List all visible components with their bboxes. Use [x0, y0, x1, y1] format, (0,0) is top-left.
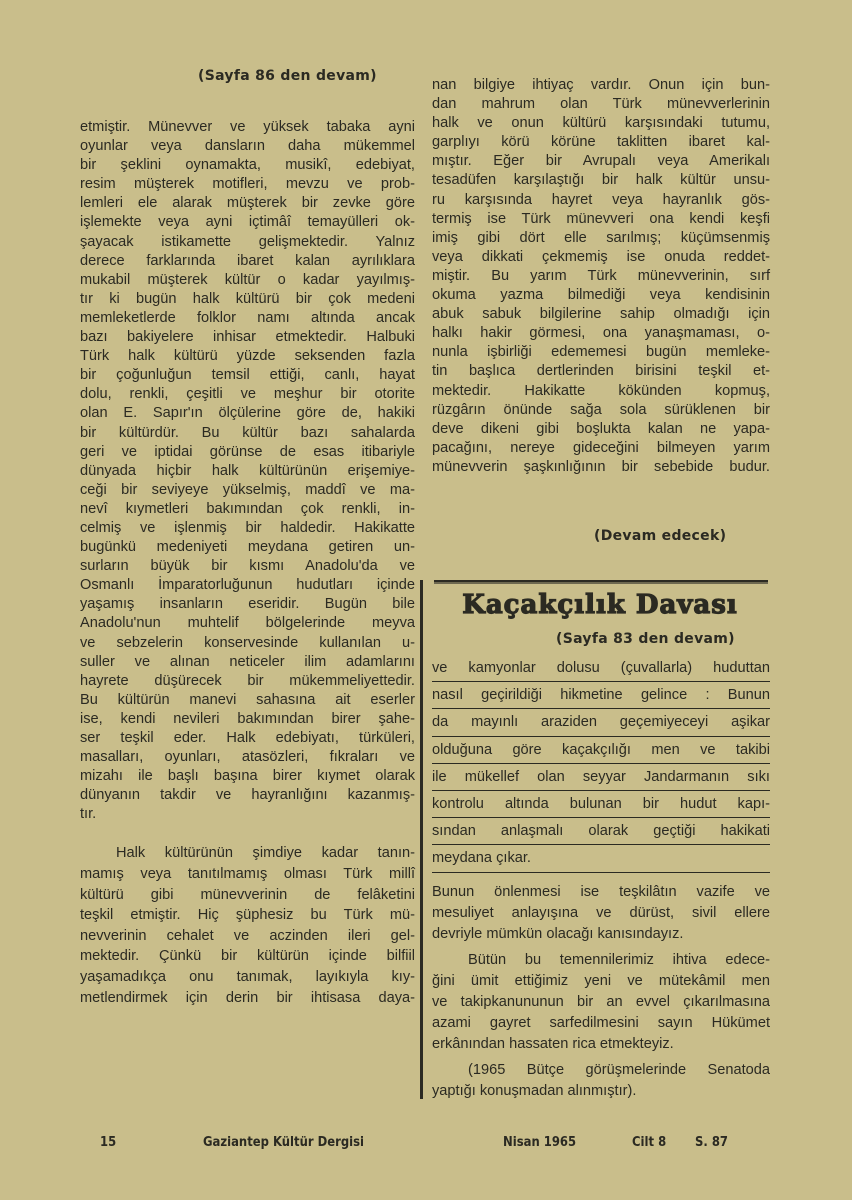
box-body-text — [432, 882, 770, 1102]
text-line: dünyada hiçbir halk kültürünün erişemiye- — [80, 462, 415, 479]
text-line: ve sebzelerin konservesinde kullanılan u- — [80, 634, 415, 651]
text-line: mukabil müşterek kültür o kadar yayılmış- — [80, 271, 415, 288]
text-line: ser teşkil eder. Halk edebiyatı, türküleri, — [80, 730, 415, 746]
text-line: dünyanın takdir ve hayranlığını kazanmış- — [80, 787, 415, 804]
text-line: etmiştir. Münevver ve yüksek tabaka ayni — [80, 119, 415, 135]
ruled-line: meydana çıkar. — [432, 845, 770, 872]
text-line: deve dikeni gibi boşlukta kalan ne yapa- — [432, 420, 770, 437]
text-line: erkânından hassaten rica etmekteyiz. — [432, 1036, 674, 1053]
text-line: bir çoğunluğun temsil ettiği, canlı, hayat — [80, 367, 415, 384]
text-line: imiş gibi dört elle sarılmış; küçümsenmiş — [432, 229, 770, 246]
text-line: ru karşısında hayret veya hayranlık gös- — [432, 191, 770, 208]
text-line: mesuliyet anlayışına ve dürüst, sivil ellere — [432, 905, 770, 922]
text-line: Bunun önlenmesi ise teşkilâtın vazife ve — [432, 884, 770, 900]
text-line: olan E. Sapır'ın ölçülerine göre de, hakiki — [80, 405, 415, 422]
text-line: hayrete düşürecek bir mükemmeliyettedir. — [80, 672, 415, 689]
text-line: bazı bakiyelere inhisar etmektedir. Halbuki — [80, 329, 415, 346]
text-line: Bu kültürün manevi sahasına ait eserler — [80, 691, 415, 708]
text-line: şayacak istikamette gelişmektedir. Yalnız — [80, 233, 415, 250]
footer-magazine-name: Gaziantep Kültür Dergisi — [203, 1134, 365, 1150]
ruled-text-block — [432, 655, 770, 873]
text-line: halk ve onun kültürü karşısındaki tutumu, — [432, 115, 770, 132]
text-line: mıştır. Eğer bir Avrupalı veya Amerikalı — [432, 153, 770, 170]
text-line: Halk kültürünün şimdiye kadar tanın- — [116, 845, 415, 862]
ruled-line: da mayınlı araziden geçemiyeceyi aşikar — [432, 709, 770, 736]
text-line: nevverinin cehalet ve aczinden ileri gel- — [80, 927, 415, 944]
text-line: garplıyı körü körüne taklitten ibaret kal- — [432, 134, 770, 151]
text-line: azami gayret sarfedilmesini sayın Hükümet — [432, 1015, 770, 1032]
text-line: bir şeklini oynamakta, musikî, edebiyat, — [80, 157, 415, 174]
text-line: termiş ise Türk münevveri ona kendi keşfi — [432, 210, 770, 227]
text-line: mektedir. Çünkü bir kültürün içinde bilfiil — [80, 948, 415, 965]
text-line: memleketlerde folklor namı altında ancak — [80, 309, 415, 326]
text-line: nevî kıymetleri bakımından çok renkli, in- — [80, 500, 415, 517]
text-line: oyunlar veya dansların daha mükemmel — [80, 138, 415, 155]
text-line: yaşamış insanların eseridir. Bugün bile — [80, 596, 415, 613]
text-line: mizahı ile başlı başına birer kıymet olarak — [80, 768, 415, 785]
ruled-line: sından anlaşmalı olarak geçtiği hakikati — [432, 818, 770, 845]
text-line: okuma yazma bilmediği veya kendisinin — [432, 287, 770, 304]
text-line: Bütün bu temennilerimiz ihtiva edece- — [468, 951, 770, 968]
footer-volume: Cilt 8 — [632, 1134, 667, 1150]
text-line: nan bilgiye ihtiyaç vardır. Onun için bun- — [432, 77, 770, 93]
to-be-continued-note: (Devam edecek) — [594, 528, 727, 544]
text-line: işlemekte veya ayni içtimâî temayülleri ok- — [80, 214, 415, 231]
text-line: Türk halk kültürü yüzde seksenden fazla — [80, 348, 415, 365]
text-line: bugünkü medeniyeti meydana getiren un- — [80, 539, 415, 556]
left-column-text — [80, 118, 415, 1009]
text-line: derece farklarında ibaret kalan ayrılıklara — [80, 252, 415, 269]
text-line: veya dikkati çekmemiş ise onuda reddet- — [432, 248, 770, 265]
text-line: yaşamadıkça onu tanımak, layıkıyla kıy- — [80, 969, 415, 986]
paragraph-spacer — [80, 824, 415, 844]
text-line: halkı hakir görmesi, ona yanaşmaması, o- — [432, 325, 770, 342]
ruled-line: ile mükellef olan seyyar Jandarmanın sıkı — [432, 764, 770, 791]
text-line: ve takipkanununun bir an evvel çıkarılmasına — [432, 993, 770, 1010]
ruled-line: nasıl geçirildiği hikmetine gelince : Bunun — [432, 682, 770, 709]
text-line: geri ve iptidai görünse de esas itibariyle — [80, 443, 415, 460]
continuation-header-left: (Sayfa 86 den devam) — [198, 68, 377, 84]
text-line: suller ve alınan neticeler ilim adamlarını — [80, 653, 415, 670]
text-line: yaptığı konuşmadan alınmıştır). — [432, 1082, 637, 1099]
text-line: mamış veya tanıtılmamış olması Türk millî — [80, 866, 415, 883]
text-line: bir kültürdür. Bu kültür bazı sahalarda — [80, 424, 415, 441]
ruled-line: kontrolu altında bulunan bir hudut kapı- — [432, 791, 770, 818]
text-line: rüzgârın önünde sağa sola sürüklenen bir — [432, 401, 770, 418]
text-line: masalları, oyunları, atasözleri, fıkraları ve — [80, 749, 415, 766]
text-line: tır. — [80, 806, 97, 823]
footer-date: Nisan 1965 — [503, 1134, 577, 1150]
continuation-header-box: (Sayfa 83 den devam) — [556, 631, 735, 647]
text-line: kültürü gibi münevverinin de felâketini — [80, 886, 415, 903]
ruled-line: ve kamyonlar dolusu (çuvallarla) huduttan — [432, 655, 770, 682]
box-top-rule — [434, 580, 768, 582]
footer-issue: S. 87 — [695, 1134, 728, 1150]
text-line: dan mahrum olan Türk münevverlerinin — [432, 96, 770, 113]
text-line: tır ki bugün halk kültürü bir çok medeni — [80, 290, 415, 307]
text-line: ğini ümit ettiğimiz yeni ve mütekâmil men — [432, 972, 770, 989]
text-line: teşkil etmiştir. Hiç şüphesiz bu Türk mü- — [80, 907, 415, 924]
text-line: ise, kendi nevileri bakımından birer şahe- — [80, 710, 415, 727]
text-line: Anadolu'nun muhtelif bölgelerinde meyva — [80, 615, 415, 632]
footer-page-number: 15 — [100, 1134, 117, 1150]
text-line: dolu, renkli, çeşitli ve meşhur bir otorite — [80, 386, 415, 403]
text-line: metlendirmek için derin bir ihtisasa daya- — [80, 989, 415, 1006]
text-line: devriyle mümkün olacağı kanısındayız. — [432, 926, 684, 943]
text-line: nunla işbirliği edememesi bugün memleke- — [432, 344, 770, 361]
text-line: mektedir. Hakikatte kökünden kopmuş, — [432, 382, 770, 399]
text-line: ceği bir seviyeye yükselmiş, maddî ve ma- — [80, 481, 415, 498]
article-title: Kaçakçılık Davası — [462, 590, 738, 620]
right-column-text — [432, 76, 770, 477]
text-line: Osmanlı İmparatorluğunun hudutları içinde — [80, 577, 415, 594]
text-line: tesadüfen karşılaştığı bir halk kültür unsu- — [432, 172, 770, 189]
text-line: (1965 Bütçe görüşmelerinde Senatoda — [468, 1061, 770, 1078]
text-line: pacağını, nereye gideceğini bilmeyen yarım — [432, 439, 770, 456]
text-line: surların büyük bir kısmı Anadolu'da ve — [80, 558, 415, 575]
text-line: münevverin şaşkınlığının bir sebebide budur. — [432, 458, 770, 475]
text-line: celmiş ve işlenmiş bir haldedir. Hakikatte — [80, 519, 415, 536]
text-line: resim müşterek motifleri, mevzu ve prob- — [80, 176, 415, 193]
ruled-line: olduğuna göre kaçakçılığı men ve takibi — [432, 737, 770, 764]
text-line: abuk sabuk bilgilerine sahip olmadığı için — [432, 306, 770, 323]
text-line: tin başlıca dertlerinden birisini teşkil et- — [432, 363, 770, 380]
text-line: miştir. Bu yarım Türk münevverinin, sırf — [432, 267, 770, 284]
text-line: lemleri ele alarak müşterek bir zevke göre — [80, 195, 415, 212]
